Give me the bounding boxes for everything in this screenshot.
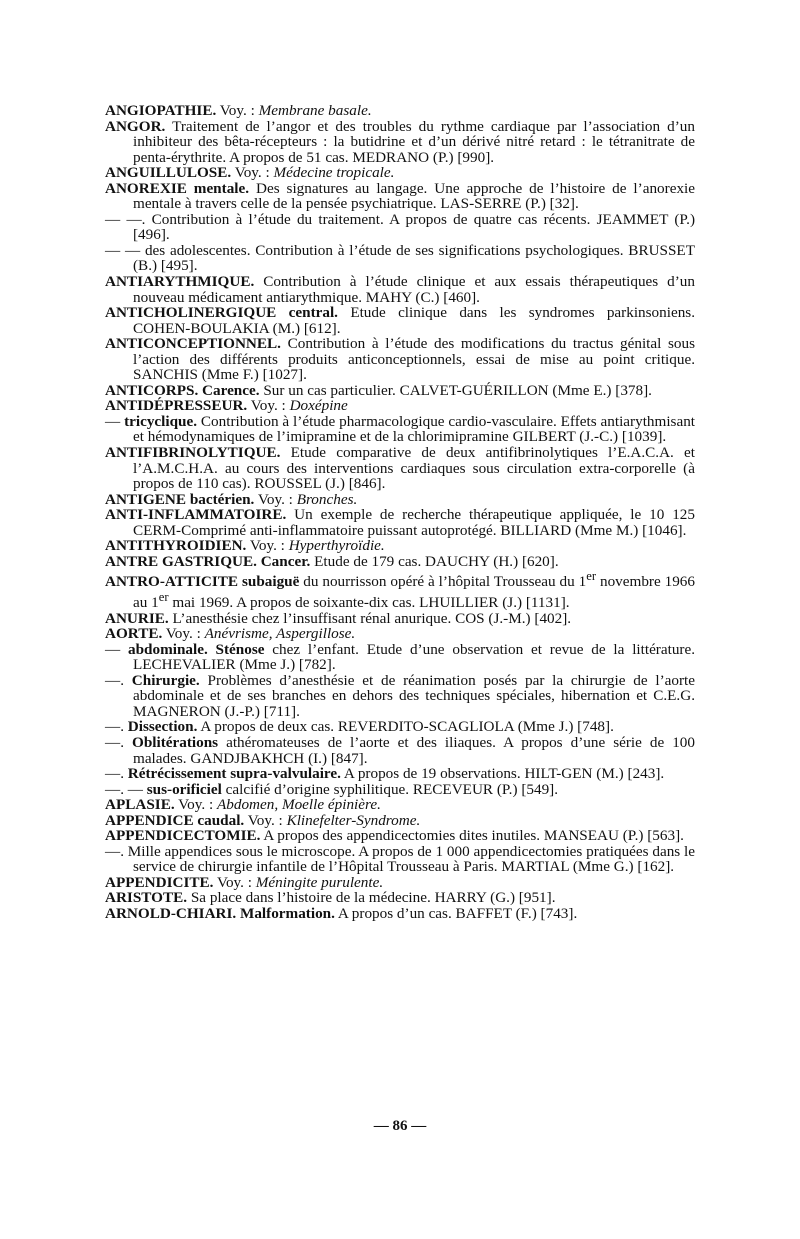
entry-text: —	[105, 412, 125, 430]
entry-text: Voy. :	[246, 537, 289, 555]
index-entry	[105, 828, 695, 844]
entry-keyword: ANOREXIE mentale.	[105, 179, 250, 197]
entry-text: Problèmes d’anesthésie et de réanimation posés par la chirurgie de l’aorte abdominale et de ses branches en dehors des techniques spéciales, hibernation et C.E.G. MAGNERON (J.-P.) [711].	[133, 671, 696, 720]
entry-keyword: ANGIOPATHIE.	[105, 102, 217, 119]
entry-text: —. Mille appendices sous le microscope. A propos de 1 000 appendicectomies pratiquées dans le service de chirurgie infantile de l’Hôpital Trousseau à Paris. MARTIAL (Mme G.) [162].	[105, 842, 695, 876]
index-entry	[105, 492, 695, 508]
index-entry	[105, 569, 695, 610]
entry-text: Etude comparative de deux antifibrinolytiques l’E.A.C.A. et l’A.M.C.H.A. au cours des interventions cardiaques sous circulation extra-corporelle (à propos de 110 cas). ROUSSEL (J.) [846].	[133, 444, 695, 493]
entry-keyword: ANGOR.	[105, 117, 166, 135]
entry-keyword: ANTI-INFLAMMATOIRE.	[105, 506, 287, 524]
entry-keyword: ANTICHOLINERGIQUE central.	[105, 304, 338, 322]
entry-keyword: ANTICONCEPTIONNEL.	[105, 335, 281, 353]
entry-text: Traitement de l’angor et des troubles du rythme cardiaque par l’association d’un inhibiteur des bêta-récepteurs : la butidrine et d’un dérivé nitré retard : le tétranitrate de penta-érythrite. A propos de 51 cas. MEDRANO (P.) [990].	[133, 117, 695, 166]
entry-text: Etude de 179 cas. DAUCHY (H.) [620].	[310, 552, 559, 570]
entry-keyword: tricyclique.	[124, 412, 198, 430]
entry-text: — —. Contribution à l’étude du traitement. A propos de quatre cas récents. JEAMMET (P.) [496].	[105, 210, 695, 244]
entry-cross-reference: Méningite purulente.	[255, 873, 384, 891]
entry-keyword: Rétrécissement supra-valvulaire.	[127, 765, 341, 783]
entry-text: Sa place dans l’histoire de la médecine. HARRY (G.) [951].	[187, 889, 556, 907]
entry-keyword: Chirurgie.	[131, 671, 200, 689]
entry-keyword: ANTIDÉPRESSEUR.	[105, 397, 248, 415]
entry-cross-reference: Klinefelter-Syndrome.	[286, 811, 421, 829]
entry-cross-reference: Anévrisme, Aspergillose.	[204, 625, 356, 643]
index-entry	[105, 906, 695, 922]
index-entry	[105, 626, 695, 642]
index-entry	[105, 782, 695, 798]
entry-text: L’anesthésie chez l’insuffisant rénal anurique. COS (J.-M.) [402].	[168, 609, 572, 627]
entry-text: Un exemple de recherche thérapeutique appliquée, le 10 125 CERM-Comprimé anti-inflammatoire puissant autoprotégé. BILLIARD (Mme M.) [1046].	[133, 506, 695, 539]
entry-keyword: ANTIARYTHMIQUE.	[105, 273, 255, 291]
entry-text: Contribution à l’étude clinique et aux essais thérapeutiques d’un nouveau médicament antiarythmique. MAHY (C.) [460].	[133, 273, 695, 306]
entry-text: —.	[105, 734, 132, 751]
index-entry	[105, 414, 695, 445]
entry-cross-reference: Doxépine	[289, 397, 348, 415]
index-entry	[105, 181, 695, 212]
index-entry	[105, 766, 695, 782]
entry-text: A propos de 19 observations. HILT-GEN (M.) [243].	[340, 765, 665, 783]
index-entry	[105, 554, 695, 570]
entry-text: chez l’enfant. Etude d’une observation et revue de la littérature. LECHEVALIER (Mme J.) [782].	[133, 640, 696, 674]
index-entry	[105, 119, 695, 166]
index-entry	[105, 642, 695, 673]
entry-text: Contribution à l’étude des modifications du tractus génital sous l’action des différents produits anticonceptionnels, essai de mise au point critique. SANCHIS (Mme F.) [1027].	[133, 335, 695, 384]
entry-keyword: APLASIE.	[105, 796, 175, 814]
index-entry	[105, 165, 695, 181]
entry-keyword: abdominale. Sténose	[128, 640, 265, 658]
entry-keyword: ARISTOTE.	[105, 889, 188, 907]
index-entry	[105, 719, 695, 735]
index-entry	[105, 797, 695, 813]
index-entry	[105, 243, 695, 274]
entry-text: A propos d’un cas. BAFFET (F.) [743].	[334, 905, 578, 923]
entry-superscript: er	[158, 590, 169, 605]
index-entry	[105, 445, 695, 492]
index-entry	[105, 212, 695, 243]
entry-cross-reference: Abdomen, Moelle épinière.	[216, 796, 381, 814]
index-entry	[105, 274, 695, 305]
entry-text: Etude clinique dans les syndromes parkinsoniens. COHEN-BOULAKIA (M.) [612].	[133, 304, 695, 337]
entry-text: —. —	[105, 780, 147, 798]
entry-keyword: APPENDICITE.	[105, 873, 214, 891]
entry-keyword: APPENDICE caudal.	[105, 811, 245, 829]
index-entry	[105, 538, 695, 554]
entry-keyword: ANGUILLULOSE.	[105, 164, 232, 182]
index-entry	[105, 735, 695, 766]
page-number: — 86 —	[373, 1118, 427, 1134]
entry-text: athéromateuses de l’aorte et des iliaques. A propos d’une série de 100 malades. GANDJBAKHCH (I.) [847].	[133, 734, 695, 767]
entry-keyword: ANTICORPS. Carence.	[105, 381, 260, 399]
entry-text: mai 1969. A propos de soixante-dix cas. LHUILLIER (J.) [1131].	[168, 594, 570, 612]
entry-keyword: ANURIE.	[105, 609, 169, 627]
entry-cross-reference: Médecine tropicale.	[273, 164, 395, 182]
entry-cross-reference: Membrane basale.	[258, 102, 372, 119]
entry-keyword: AORTE.	[105, 625, 163, 643]
entry-text: Sur un cas particulier. CALVET-GUÉRILLON (Mme E.) [378].	[259, 381, 652, 399]
entry-keyword: APPENDICECTOMIE.	[105, 827, 261, 845]
index-entry	[105, 507, 695, 538]
index-entry	[105, 103, 695, 119]
entry-text: Voy. :	[213, 873, 256, 891]
entry-text: Des signatures au langage. Une approche de l’histoire de l’anorexie mentale à travers celle de la pensée psychiatrique. LAS-SERRE (P.) [32].	[133, 179, 695, 213]
entry-text: Voy. :	[162, 625, 205, 643]
entry-keyword: ANTRE GASTRIQUE. Cancer.	[105, 552, 311, 570]
entry-text: Voy. :	[244, 811, 287, 829]
index-entry	[105, 398, 695, 414]
index-entry	[105, 383, 695, 399]
entry-text: A propos de deux cas. REVERDITO-SCAGLIOLA (Mme J.) [748].	[197, 718, 614, 736]
entry-text: Voy. :	[216, 102, 259, 119]
entry-text: — — des adolescentes. Contribution à l’étude de ses significations psychologiques. BRUSSET (B.) [495].	[105, 241, 695, 275]
entry-text: —.	[105, 718, 128, 736]
index-entry	[105, 305, 695, 336]
index-entry	[105, 336, 695, 383]
entry-text: novembre 1966 au 1	[133, 573, 695, 612]
entry-text: —	[105, 640, 128, 658]
entry-text: Voy. :	[231, 164, 274, 182]
entry-text: —.	[105, 765, 128, 783]
index-entry	[105, 673, 695, 720]
entry-text: Contribution à l’étude pharmacologique cardio-vasculaire. Effets antiarythmisant et hémodynamiques de l’imipramine et de la chlorimipramine GILBERT (J.-C.) [1039].	[133, 412, 696, 446]
entry-keyword: ANTIGENE bactérien.	[105, 490, 255, 508]
index-entry	[105, 611, 695, 627]
entry-keyword: ANTRO-ATTICITE subaiguë	[105, 573, 300, 591]
entry-cross-reference: Hyperthyroïdie.	[288, 537, 385, 555]
index-entry	[105, 813, 695, 829]
entry-keyword: ANTIFIBRINOLYTIQUE.	[105, 444, 281, 462]
entry-cross-reference: Bronches.	[296, 490, 358, 508]
entry-keyword: ARNOLD-CHIARI. Malformation.	[105, 905, 335, 923]
index-page-body	[105, 103, 695, 922]
entry-keyword: sus-orificiel	[146, 780, 222, 798]
entry-text: Voy. :	[254, 490, 297, 508]
entry-text: Voy. :	[247, 397, 290, 415]
entry-text: calcifié d’origine syphilitique. RECEVEUR (P.) [549].	[221, 780, 559, 798]
index-entry	[105, 890, 695, 906]
entry-text: —.	[105, 671, 132, 689]
entry-keyword: Dissection.	[127, 718, 198, 736]
index-entry	[105, 875, 695, 891]
entry-keyword: ANTITHYROIDIEN.	[105, 537, 247, 555]
index-entry	[105, 844, 695, 875]
entry-keyword: Oblitérations	[132, 734, 219, 751]
entry-text: du nourrisson opéré à l’hôpital Trousseau du 1	[299, 573, 587, 591]
entry-superscript: er	[586, 569, 597, 584]
entry-text: Voy. :	[174, 796, 217, 814]
entry-text: A propos des appendicectomies dites inutiles. MANSEAU (P.) [563].	[260, 827, 684, 845]
